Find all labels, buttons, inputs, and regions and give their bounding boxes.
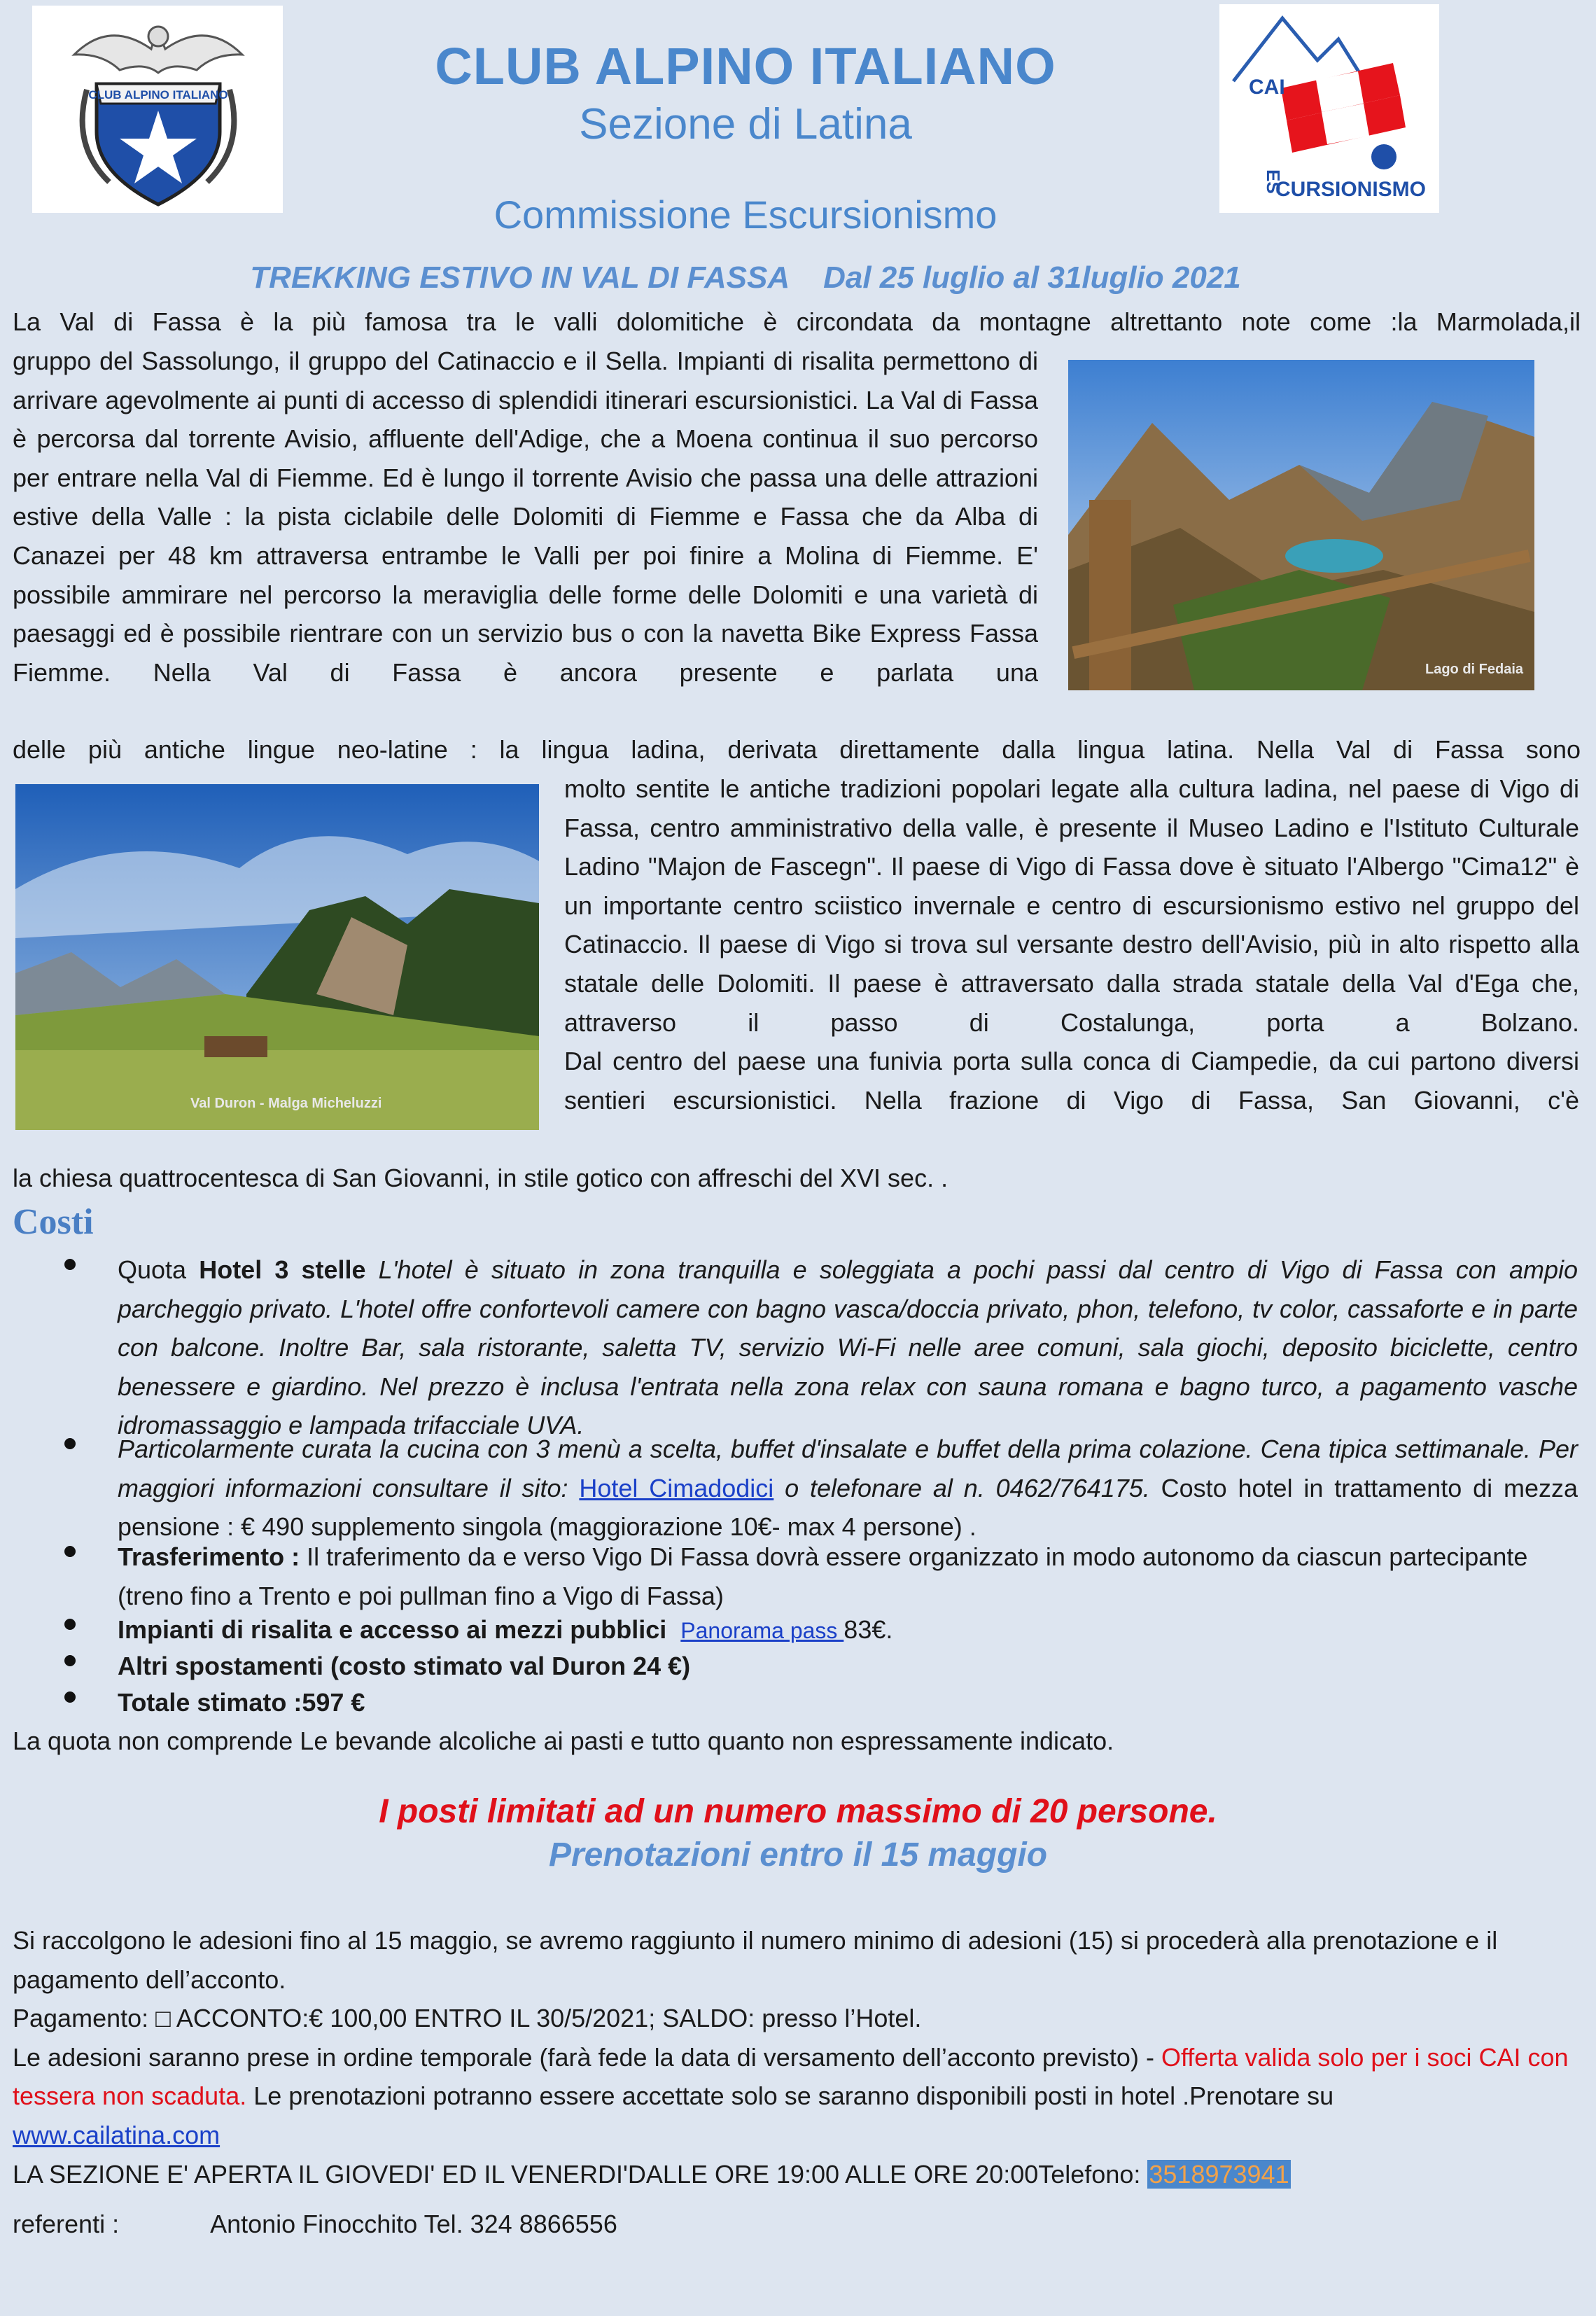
cost-item-hotel-text — [118, 1250, 1578, 1445]
intro-paragraph-4a: molto sentite le antiche tradizioni popolari legate alla cultura ladina, nel paese di Vigo di Fassa, centro amministrativo della valle, è presente il Museo Ladino e l'Istituto Culturale Ladino "Majon de Fascegn". Il paese di Vigo di Fassa dove è situato l'Albergo "Cima12" è un importante centro sciistico invernale e centro di escursionismo estivo nel gruppo del Catinaccio. Il paese di Vigo si trova sul versante destro dell'Avisio, più in alto rispetto alla statale delle Dolomiti. Il paese è attraversato dalla strada statale della Val d'Ega che, attraverso il passo di Costalunga, porta a Bolzano. — [564, 774, 1579, 1037]
duron-caption: Val Duron - Malga Micheluzzi — [190, 1096, 382, 1111]
cost-item-trasferimento-text — [118, 1537, 1578, 1615]
cost-item-impianti-text — [118, 1610, 1578, 1651]
cost-item-cucina-text — [118, 1430, 1578, 1547]
bullet-icon — [64, 1691, 76, 1703]
order-line — [13, 2038, 1581, 2116]
not-included-note: La quota non comprende Le bevande alcoliche ai pasti e tutto quanto non espressamente indicato. — [13, 1726, 1114, 1755]
bullet-icon — [64, 1259, 76, 1270]
cost-item-spostamenti-text: Altri spostamenti (costo stimato val Duron 24 €) — [118, 1652, 691, 1680]
intro-line-1: La Val di Fassa è la più famosa tra le valli dolomitiche è circondata da montagne altrettanto note come :la Marmolada,il — [13, 307, 1581, 336]
intro-line-5: la chiesa quattrocentesca di San Giovanni, in stile gotico con affreschi del XVI sec. . — [13, 1164, 948, 1192]
logo-left-text: CLUB ALPINO ITALIANO — [88, 88, 228, 102]
cost-item-impianti-bold: Impianti di risalita e accesso ai mezzi pubblici — [118, 1615, 667, 1644]
order-text: Le adesioni saranno prese in ordine temporale (farà fede la data di versamento dell’acconto previsto) - — [13, 2042, 1161, 2072]
cost-item-hotel-desc: L'hotel è situato in zona tranquilla e soleggiata a pochi passi dal centro di Vigo di Fassa con ampio parcheggio privato. L'hotel offre confortevoli camere con bagno vasca/doccia privato, phon, telefono, tv color, cassaforte e in parte con balcone. Inoltre Bar, sala ristorante, saletta TV, servizio Wi-Fi nelle aree comuni, sala giochi, deposito biciclette, centro benessere e giardino. Nel prezzo è inclusa l'entrata nella zona relax con sauna romana e bagno turco, a pagamento vasche idromassaggio e lampada trifacciale UVA. — [118, 1255, 1578, 1440]
cost-item-totale-text: Totale stimato :597 € — [118, 1688, 365, 1717]
cost-item-cucina-price: Costo hotel in trattamento di mezza pensione : € 490 supplemento singola (maggiorazione 10€- max 4 persone) . — [118, 1473, 1578, 1542]
trek-title: TREKKING ESTIVO IN VAL DI FASSA — [250, 260, 790, 295]
logo-right-cai: CAI — [1249, 76, 1285, 99]
cost-item-hotel-prefix: Quota — [118, 1255, 200, 1284]
bullet-icon — [64, 1619, 76, 1630]
bullet-icon — [64, 1438, 76, 1449]
bullet-icon — [64, 1655, 76, 1666]
booking-info — [13, 1921, 1581, 2193]
bullet-icon — [64, 1546, 76, 1557]
logo-right-cursionismo: CURSIONISMO — [1275, 178, 1427, 201]
referenti-label: referenti : — [13, 2210, 120, 2238]
offer-validity-note: Offerta valida solo per i soci CAI con tessera non scaduta. — [13, 2042, 1569, 2111]
phone-number[interactable]: 3518973941 — [1149, 2159, 1289, 2189]
opening-hours: LA SEZIONE E' APERTA IL GIOVEDI' ED IL VENERDI'DALLE ORE 19:00 ALLE ORE 20:00Telefono: — [13, 2159, 1148, 2189]
intro-paragraph-4 — [564, 769, 1579, 1119]
trek-dates: Dal 25 luglio al 31luglio 2021 — [823, 260, 1241, 295]
photo-val-duron — [15, 784, 539, 1130]
photo-lago-fedaia — [1068, 360, 1534, 690]
panorama-pass-link[interactable]: Panorama pass — [680, 1618, 844, 1643]
limited-places-notice: I posti limitati ad un numero massimo di 20 persone. — [379, 1793, 1217, 1830]
intro-line-3: delle più antiche lingue neo-latine : la lingua ladina, derivata direttamente dalla lingua latina. Nella Val di Fassa sono — [13, 735, 1581, 764]
booking-deadline-notice: Prenotazioni entro il 15 maggio — [548, 1836, 1048, 1874]
intro-paragraph-2: gruppo del Sassolungo, il gruppo del Catinaccio e il Sella. Impianti di risalita permettono di arrivare agevolmente ai punti di accesso di splendidi itinerari escursionistici. La Val di Fassa è percorsa dal torrente Avisio, affluente dell'Adige, che a Moena continua il suo percorso per entrare nella Val di Fiemme. Ed è lungo il torrente Avisio che passa una delle attrazioni estive della Valle : la pista ciclabile delle Dolomiti di Fiemme e Fassa che da Alba di Canazei per 48 km attraversa entrambe le Valli per poi finire a Molina di Fiemme. E' possibile ammirare nel percorso la meraviglia delle forme delle Dolomiti e una varietà di paesaggi ed è possibile rientrare con un servizio bus o con la navetta Bike Express Fassa Fiemme. Nella Val di Fassa è ancora presente e parlata una — [13, 347, 1038, 687]
org-name: CLUB ALPINO ITALIANO — [435, 37, 1056, 95]
cost-item-cucina-phone: o telefonare al n. 0462/764175. — [774, 1473, 1150, 1502]
commission-name: Commissione Escursionismo — [493, 193, 997, 237]
cost-item-impianti-price: 83€. — [844, 1615, 893, 1644]
referenti-line — [13, 2205, 1581, 2244]
logo-right-es: ES — [1263, 169, 1284, 194]
order-text-2: Le prenotazioni potranno essere accettate solo se saranno disponibili posti in hotel .Prenotare su — [246, 2081, 1334, 2111]
costs-title: Costi — [13, 1202, 94, 1242]
fedaia-caption: Lago di Fedaia — [1425, 662, 1524, 677]
trek-heading — [0, 260, 1491, 295]
cost-item-hotel-bold: Hotel 3 stelle — [199, 1255, 366, 1284]
hotel-cimadodici-link[interactable]: Hotel Cimadodici — [579, 1473, 774, 1502]
cost-item-trasferimento-bold: Trasferimento : — [118, 1542, 300, 1571]
referenti-value: Antonio Finocchito Tel. 324 8866556 — [210, 2210, 617, 2238]
intro-paragraph-4b: Dal centro del paese una funivia porta sulla conca di Ciampedie, da cui partono diversi sentieri escursionistici. Nella frazione di Vigo di Fassa, San Giovanni, c'è — [564, 1047, 1579, 1115]
section-name: Sezione di Latina — [579, 100, 912, 148]
website-link[interactable]: www.cailatina.com — [13, 2120, 220, 2149]
alpine-meadow-image — [15, 784, 539, 1130]
mountain-lake-image — [1068, 360, 1534, 690]
booking-line-1: Si raccolgono le adesioni fino al 15 maggio, se avremo raggiunto il numero minimo di adesioni (15) si procederà alla prenotazione e il pagamento dell’acconto. — [13, 1926, 1498, 1994]
opening-line — [13, 2155, 1581, 2194]
cost-item-cucina-desc: Particolarmente curata la cucina con 3 menù a scelta, buffet d'insalate e buffet della prima colazione. Cena tipica settimanale. Per maggiori informazioni consultare il sito: — [118, 1435, 1578, 1502]
payment-line: Pagamento: □ ACCONTO:€ 100,00 ENTRO IL 30/5/2021; SALDO: presso l’Hotel. — [13, 2004, 922, 2033]
cost-item-trasferimento-desc: Il traferimento da e verso Vigo Di Fassa dovrà essere organizzato in modo autonomo da ciascun partecipante (treno fino a Trento e poi pullman fino a Vigo di Fassa) — [118, 1542, 1528, 1610]
